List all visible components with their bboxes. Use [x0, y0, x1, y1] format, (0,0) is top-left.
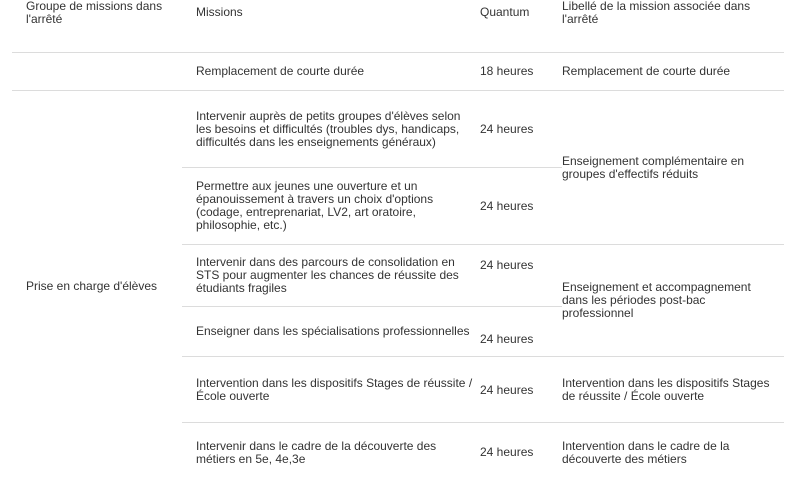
group-cell-prise-en-charge: Prise en charge d'élèves — [12, 91, 182, 483]
quantum-cell: 18 heures — [480, 53, 562, 91]
quantum-cell: 24 heures — [480, 91, 562, 168]
quantum-cell: 24 heures — [480, 357, 562, 423]
table-row — [12, 53, 784, 91]
mission-cell: Intervention dans les dispositifs Stages de réussite / École ouverte — [182, 357, 480, 423]
quantum-cell: 24 heures — [480, 307, 562, 357]
mission-cell: Intervenir dans le cadre de la découverte des métiers en 5e, 4e,3e — [182, 423, 480, 483]
mission-cell: Intervenir dans des parcours de consolidation en STS pour augmenter les chances de réussite des étudiants fragiles — [182, 245, 480, 307]
mission-cell: Enseigner dans les spécialisations professionnelles — [182, 307, 480, 357]
group-cell-empty — [12, 53, 182, 91]
header-missions: Missions — [196, 5, 243, 19]
mission-cell: Permettre aux jeunes une ouverture et un épanouissement à travers un choix d'options (codage, entreprenariat, LV2, art oratoire, philosophie, etc.) — [182, 168, 480, 245]
libelle-cell-enseignement-complementaire: Enseignement complémentaire en groupes d'effectifs réduits — [562, 91, 784, 245]
mission-cell: Remplacement de courte durée — [182, 53, 480, 91]
missions-table — [12, 0, 784, 483]
libelle-cell-enseignement-accompagnement: Enseignement et accompagnement dans les périodes post-bac professionnel — [562, 245, 784, 357]
table-header-row — [12, 0, 784, 53]
header-libelle: Libellé de la mission associée dans l'arrêté — [562, 0, 751, 26]
mission-cell: Intervenir auprès de petits groupes d'élèves selon les besoins et difficultés (troubles dys, handicaps, difficultés dans les enseignements généraux) — [182, 91, 480, 168]
quantum-cell: 24 heures — [480, 423, 562, 483]
quantum-cell: 24 heures — [480, 245, 562, 307]
libelle-cell: Remplacement de courte durée — [562, 53, 784, 91]
header-quantum: Quantum — [480, 5, 530, 19]
libelle-cell: Intervention dans le cadre de la découverte des métiers — [562, 423, 784, 483]
table-row — [12, 91, 784, 168]
libelle-cell: Intervention dans les dispositifs Stages de réussite / École ouverte — [562, 357, 784, 423]
quantum-cell: 24 heures — [480, 168, 562, 245]
header-group: Groupe de missions dans l'arrêté — [26, 0, 163, 26]
